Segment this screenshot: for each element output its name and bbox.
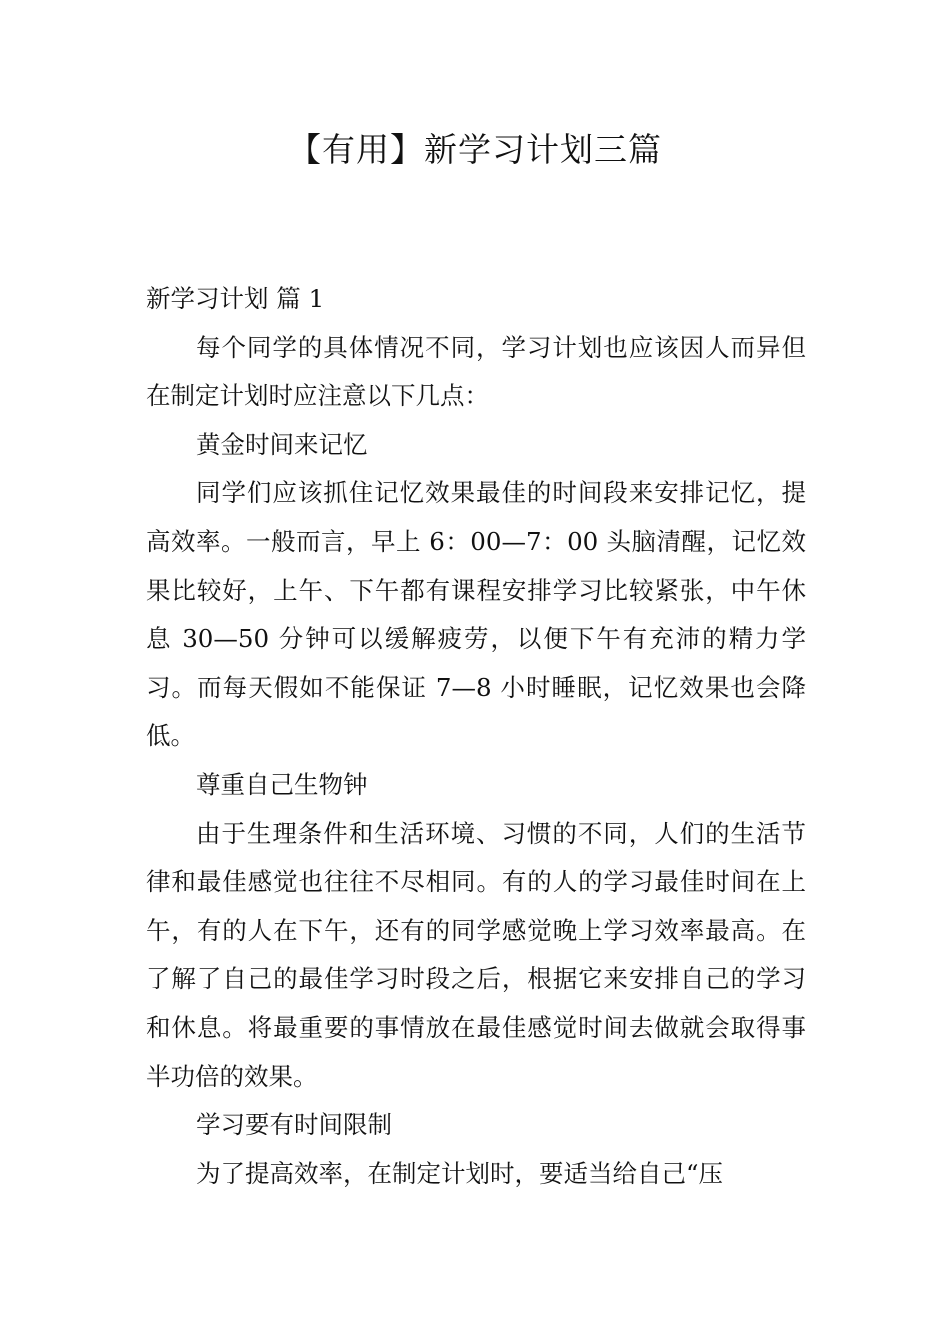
subheading-time-limit: 学习要有时间限制	[196, 1110, 392, 1140]
subheading-golden-time: 黄金时间来记忆	[196, 429, 368, 459]
paragraph-time-limit: 为了提高效率，在制定计划时，要适当给自己“压	[196, 1158, 724, 1188]
paragraph-golden-time: 同学们应该抓住记忆效果最佳的时间段来安排记忆，提高效率。一般而言，早上 6：00—7：00 头脑清醒，记忆效果比较好，上午、下午都有课程安排学习比较紧张，中午休息 30—50 分钟可以缓解疲劳，以便下午有充沛的精力学习。而每天假如不能保证 7—8 小时睡眠，记忆效果也会降低。	[146, 478, 806, 751]
subheading-biological-clock: 尊重自己生物钟	[196, 769, 368, 799]
section-label: 新学习计划 篇 1	[146, 284, 325, 313]
paragraph-biological-clock: 由于生理条件和生活环境、习惯的不同，人们的生活节律和最佳感觉也往往不尽相同。有的人的学习最佳时间在上午，有的人在下午，还有的同学感觉晚上学习效率最高。在了解了自己的最佳学习时段之后，根据它来安排自己的学习和休息。将最重要的事情放在最佳感觉时间去做就会取得事半功倍的效果。	[146, 818, 806, 1091]
document-body	[146, 275, 806, 1198]
document-title: 【有用】新学习计划三篇	[288, 130, 662, 169]
intro-paragraph: 每个同学的具体情况不同，学习计划也应该因人而异但在制定计划时应注意以下几点：	[146, 332, 806, 411]
